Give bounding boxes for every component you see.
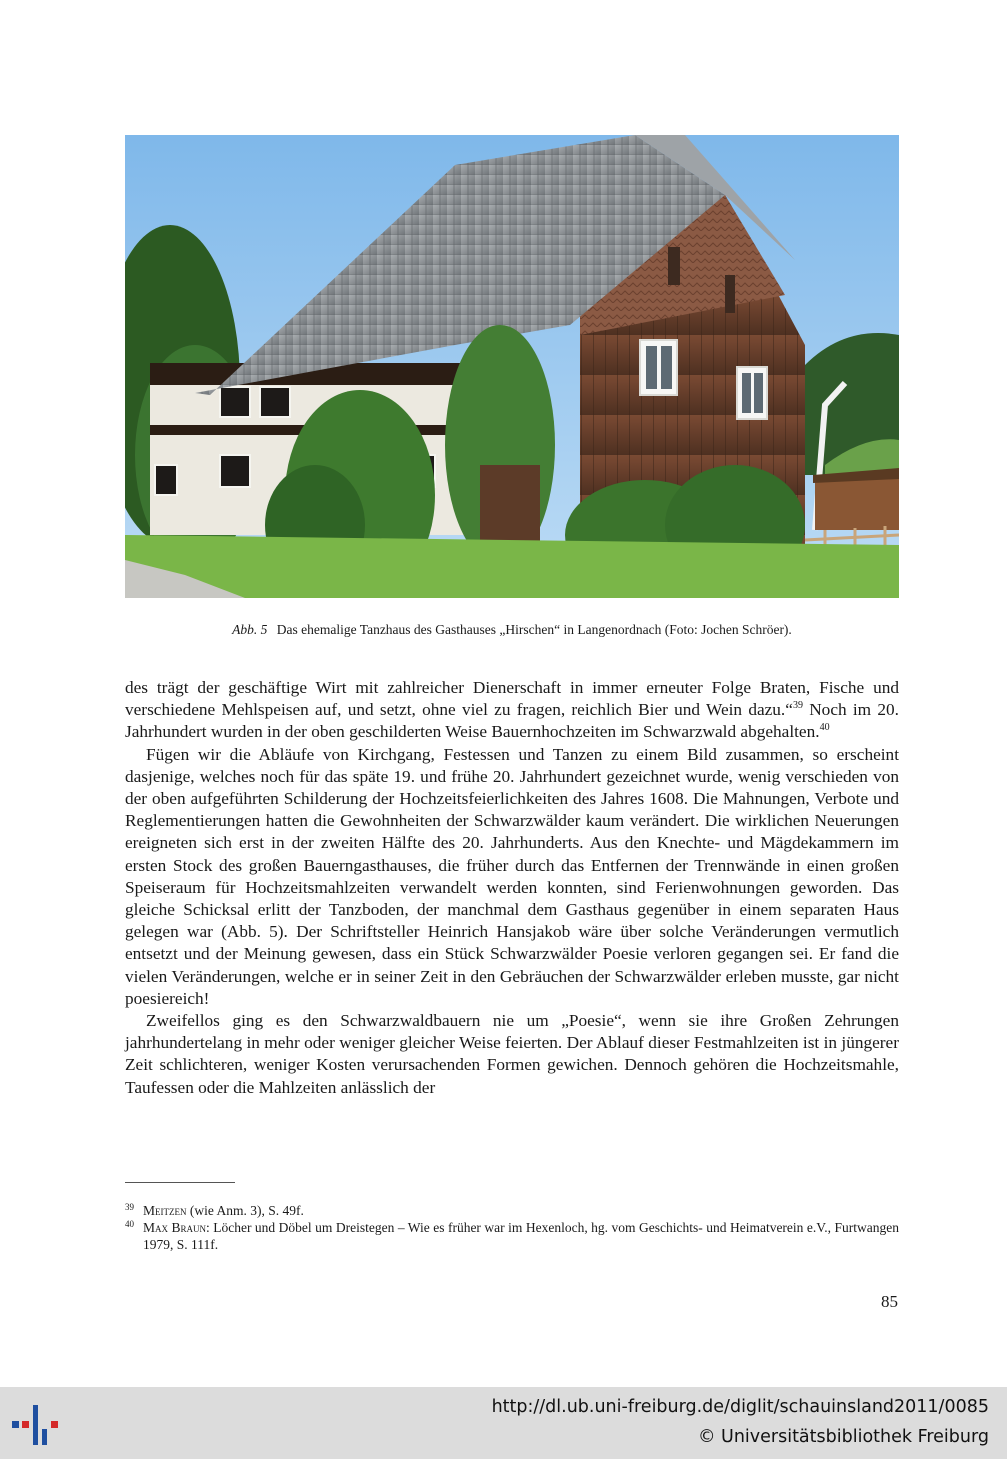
body-text bbox=[125, 677, 899, 1099]
figure-label: Abb. 5 bbox=[232, 622, 268, 637]
footnote-ref-39[interactable]: 39 bbox=[792, 700, 803, 712]
footnote-number: 40 bbox=[125, 1219, 134, 1229]
footnote-text: (wie Anm. 3), S. 49f. bbox=[186, 1203, 304, 1218]
library-footer bbox=[0, 1387, 1007, 1459]
figure-caption bbox=[125, 621, 899, 639]
figure-caption-text: Das ehemalige Tanzhaus des Gasthauses „Hirschen“ in Langenordnach (Foto: Jochen Schröer). bbox=[276, 622, 792, 637]
paragraph-1 bbox=[125, 677, 899, 744]
footnote-40 bbox=[125, 1219, 899, 1253]
page-number: 85 bbox=[881, 1292, 898, 1311]
permalink-url[interactable]: http://dl.ub.uni-freiburg.de/diglit/schauinsland2011/0085 bbox=[491, 1397, 989, 1417]
copyright-notice: © Universitätsbibliothek Freiburg bbox=[697, 1427, 989, 1447]
ub-freiburg-logo-icon[interactable] bbox=[12, 1405, 64, 1445]
paragraph-1-part-b: Noch im 20. Jahrhundert wurden in der oben geschilderten Weise Bauernhochzeiten im Schwarzwald abgehalten. bbox=[125, 700, 899, 742]
footnotes bbox=[125, 1202, 899, 1253]
footnote-text: : Löcher und Döbel um Dreistegen – Wie es früher war im Hexenloch, hg. vom Geschichts- und Heimatverein e.V., Furtwangen 1979, S. 111f. bbox=[143, 1220, 899, 1252]
footnote-divider bbox=[125, 1182, 235, 1183]
footnote-number: 39 bbox=[125, 1202, 134, 1212]
paragraph-1-part-a: des trägt der geschäftige Wirt mit zahlreicher Dienerschaft in immer erneuter Folge Braten, Fische und verschiedene Mehlspeisen auf, und setzt, ohne viel zu fragen, reichlich Bier und Wein dazu.“ bbox=[125, 678, 899, 720]
footnote-ref-40[interactable]: 40 bbox=[819, 722, 830, 734]
paragraph-3: Zweifellos ging es den Schwarzwaldbauern nie um „Poesie“, wenn sie ihre Großen Zehrungen jahrhundertelang in mehr oder weniger gleicher Weise feierten. Der Ablauf dieser Festmahlzeiten ist in jüngerer Zeit schlichteren, weniger Kosten verursachenden Formen gewichen. Dennoch gehören die Hochzeitsmahle, Taufessen oder die Mahlzeiten anlässlich der bbox=[125, 1011, 899, 1097]
paragraph-2: Fügen wir die Abläufe von Kirchgang, Festessen und Tanzen zu einem Bild zusammen, so erscheint dasjenige, welches noch für das späte 19. und frühe 20. Jahrhundert gezeichnet wurde, wenig verschieden von der oben aufgeführten Schilderung der Hochzeitsfeierlichkeiten des Jahres 1608. Die Mahnungen, Verbote und Reglementierungen hatten die Gewohnheiten der Schwarzwälder kaum verändert. Die wirklichen Neuerungen ereigneten sich erst in der zweiten Hälfte des 20. Jahrhunderts. Aus den Knechte- und Mägdekammern im ersten Stock des großen Bauerngasthauses, die früher durch das Entfernen der Trennwände in einen großen Speiseraum für Hochzeitsmahlzeiten verwandelt werden konnten, sind Ferienwohnungen geworden. Das gleiche Schicksal erlitt der Tanzboden, der manchmal dem Gasthaus gegenüber in einem separaten Haus gelegen war (Abb. 5). Der Schriftsteller Heinrich Hansjakob wäre über solche Veränderungen vermutlich entsetzt und der Meinung gewesen, dass ein Stück Schwarzwälder Poesie verloren gegangen sei. Er fand die vielen Veränderungen, welche er in seiner Zeit in den Gebräuchen der Schwarzwälder erleben musste, gar nicht poesiereich! bbox=[125, 744, 899, 1008]
footnote-author: Max Braun bbox=[143, 1220, 206, 1235]
footnote-author: Meitzen bbox=[143, 1203, 187, 1218]
footnote-39 bbox=[125, 1202, 899, 1219]
figure-photo-tanzhaus bbox=[125, 135, 899, 598]
